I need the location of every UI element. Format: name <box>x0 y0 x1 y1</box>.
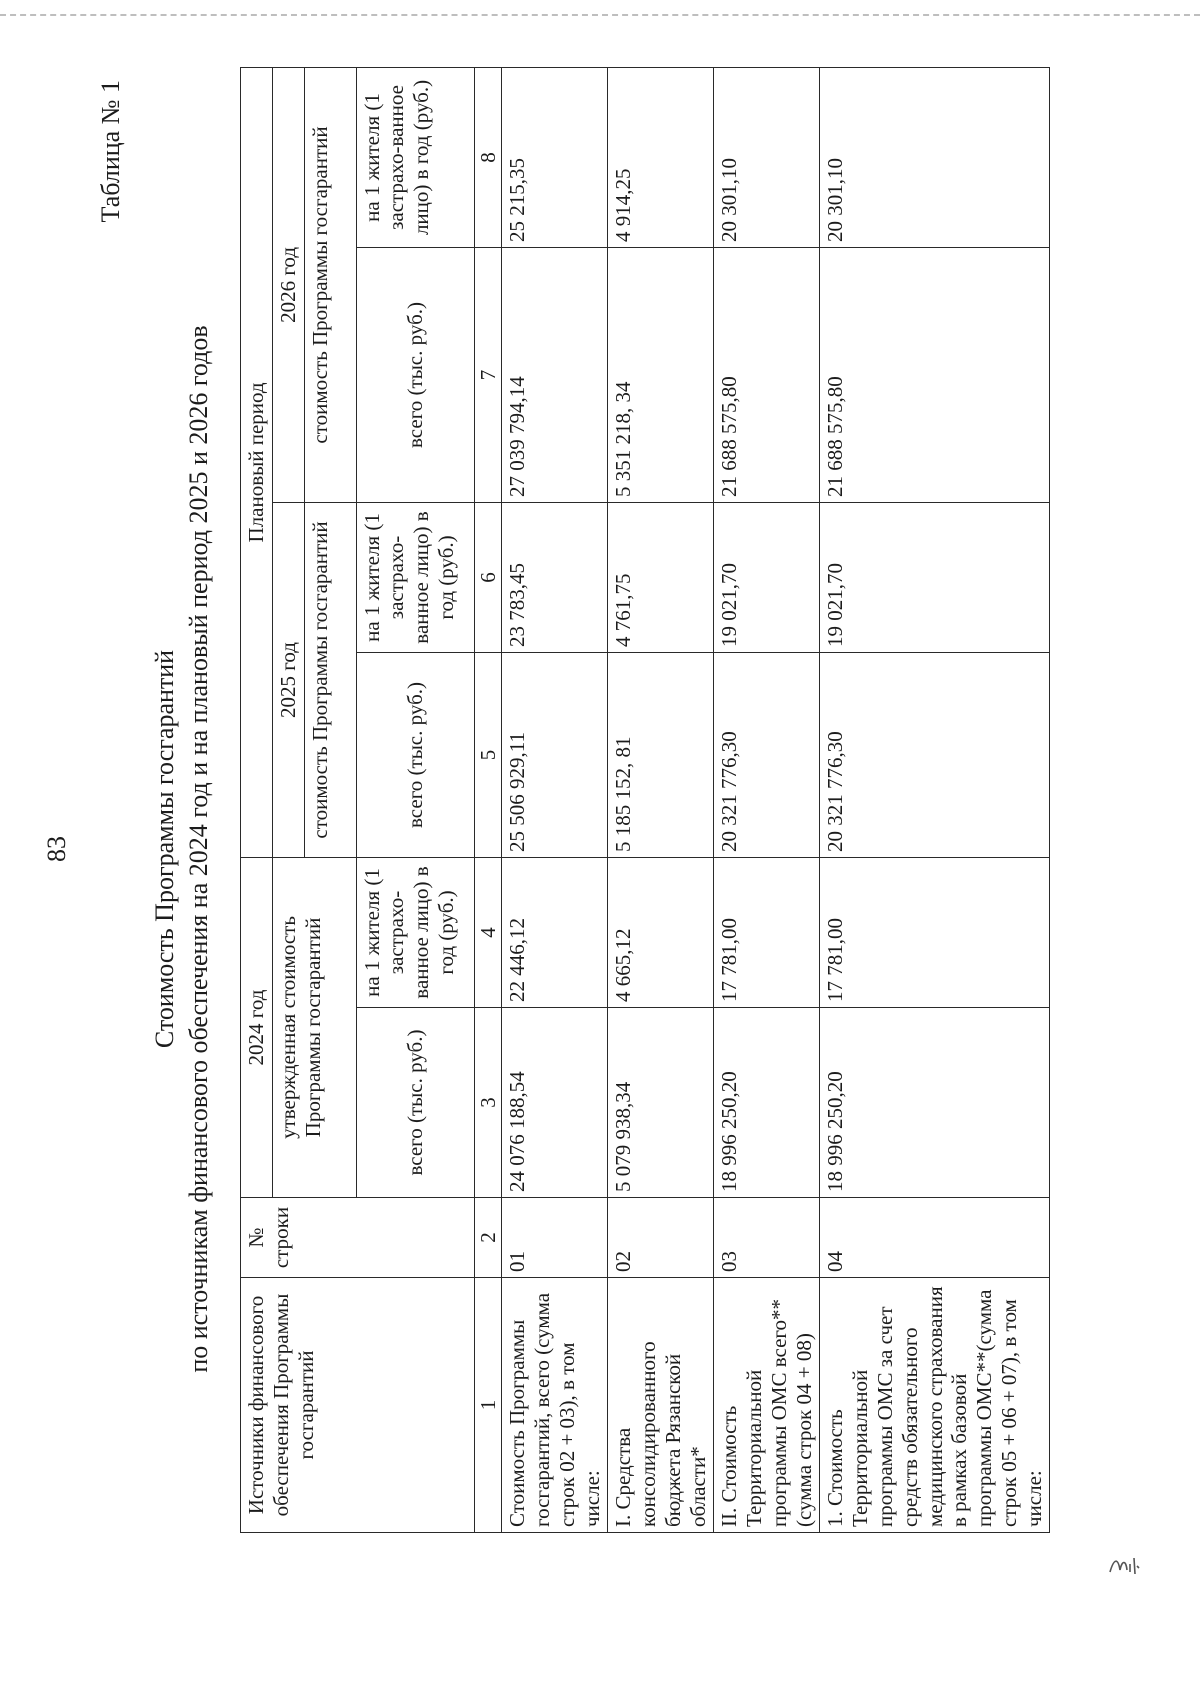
header-total-2025: всего (тыс. руб.) <box>356 652 474 857</box>
cell-2024-per-resident: 17 781,00 <box>820 857 1050 1007</box>
cell-2026-per-resident: 4 914,25 <box>608 67 714 247</box>
handwritten-mark-icon <box>1108 1552 1140 1578</box>
header-program-cost-2025: стоимость Программы госгарантий <box>304 502 356 857</box>
cell-2026-per-resident: 20 301,10 <box>714 67 820 247</box>
cost-table <box>240 67 1050 1533</box>
header-total-2026: всего (тыс. руб.) <box>356 247 474 502</box>
document-subtitle: по источникам финансового обеспечения на 2024 год и на плановый период 2025 и 2026 годов <box>184 325 213 1373</box>
row-label: 1. Стоимость Территориальной программы ОМС за счет средств обязательного медицинского страхования в рамках базовой программы ОМС**(сумма строк 05 + 06 + 07), в том числе: <box>820 1278 1050 1533</box>
table-row <box>608 67 714 1532</box>
column-number: 1 <box>474 1278 502 1533</box>
header-approved-cost: утвержденная стоимость Программы госгарантий <box>272 857 356 1197</box>
table-row <box>502 67 608 1532</box>
cell-2024-total: 5 079 938,34 <box>608 1008 714 1198</box>
header-row-1 <box>241 67 273 1532</box>
cell-2025-per-resident: 19 021,70 <box>714 502 820 652</box>
cell-2026-per-resident: 20 301,10 <box>820 67 1050 247</box>
header-planned-period: Плановый период <box>241 67 273 857</box>
cell-2025-total: 25 506 929,11 <box>502 652 608 857</box>
row-label: I. Средства консолидированного бюджета Рязанской области* <box>608 1278 714 1533</box>
cell-2026-total: 27 039 794,14 <box>502 247 608 502</box>
table-label: Таблица № 1 <box>96 80 125 223</box>
row-label: II. Стоимость Территориальной программы ОМС всего** (сумма строк 04 + 08) <box>714 1278 820 1533</box>
row-code: 02 <box>608 1198 714 1278</box>
cell-2024-per-resident: 4 665,12 <box>608 857 714 1007</box>
header-year-2024: 2024 год <box>241 857 273 1197</box>
header-row-no: № строки <box>241 1198 475 1278</box>
cell-2025-total: 20 321 776,30 <box>820 652 1050 857</box>
cell-2025-per-resident: 19 021,70 <box>820 502 1050 652</box>
header-per-resident-2025: на 1 жителя (1 застрахо-ванное лицо) в год (руб.) <box>356 502 474 652</box>
cell-2025-total: 5 185 152, 81 <box>608 652 714 857</box>
cell-2026-total: 5 351 218, 34 <box>608 247 714 502</box>
cell-2026-total: 21 688 575,80 <box>714 247 820 502</box>
cell-2024-total: 24 076 188,54 <box>502 1008 608 1198</box>
document-title: Стоимость Программы госгарантий <box>150 649 179 1049</box>
cell-2025-per-resident: 23 783,45 <box>502 502 608 652</box>
row-code: 03 <box>714 1198 820 1278</box>
row-code: 01 <box>502 1198 608 1278</box>
page-number: 83 <box>42 836 71 862</box>
column-number: 8 <box>474 67 502 247</box>
header-program-cost-2026: стоимость Программы госгарантий <box>304 67 356 502</box>
column-number: 7 <box>474 247 502 502</box>
table-row <box>820 67 1050 1532</box>
header-total-2024: всего (тыс. руб.) <box>356 1008 474 1198</box>
header-source: Источники финансового обеспечения Программы госгарантий <box>241 1278 475 1533</box>
row-code: 04 <box>820 1198 1050 1278</box>
column-number: 2 <box>474 1198 502 1278</box>
header-per-resident-2024: на 1 жителя (1 застрахо-ванное лицо) в год (руб.) <box>356 857 474 1007</box>
cell-2024-total: 18 996 250,20 <box>820 1008 1050 1198</box>
header-year-2026: 2026 год <box>272 67 304 502</box>
cell-2024-per-resident: 22 446,12 <box>502 857 608 1007</box>
column-number: 3 <box>474 1008 502 1198</box>
column-number: 4 <box>474 857 502 1007</box>
cell-2025-per-resident: 4 761,75 <box>608 502 714 652</box>
cell-2024-total: 18 996 250,20 <box>714 1008 820 1198</box>
header-year-2025: 2025 год <box>272 502 304 857</box>
header-per-resident-2026: на 1 жителя (1 застрахо-ванное лицо) в год (руб.) <box>356 67 474 247</box>
table-row <box>714 67 820 1532</box>
cell-2024-per-resident: 17 781,00 <box>714 857 820 1007</box>
cell-2026-per-resident: 25 215,35 <box>502 67 608 247</box>
column-number: 6 <box>474 502 502 652</box>
column-number-row <box>474 67 502 1532</box>
row-label: Стоимость Программы госгарантий, всего (сумма строк 02 + 03), в том числе: <box>502 1278 608 1533</box>
cell-2025-total: 20 321 776,30 <box>714 652 820 857</box>
column-number: 5 <box>474 652 502 857</box>
cell-2026-total: 21 688 575,80 <box>820 247 1050 502</box>
